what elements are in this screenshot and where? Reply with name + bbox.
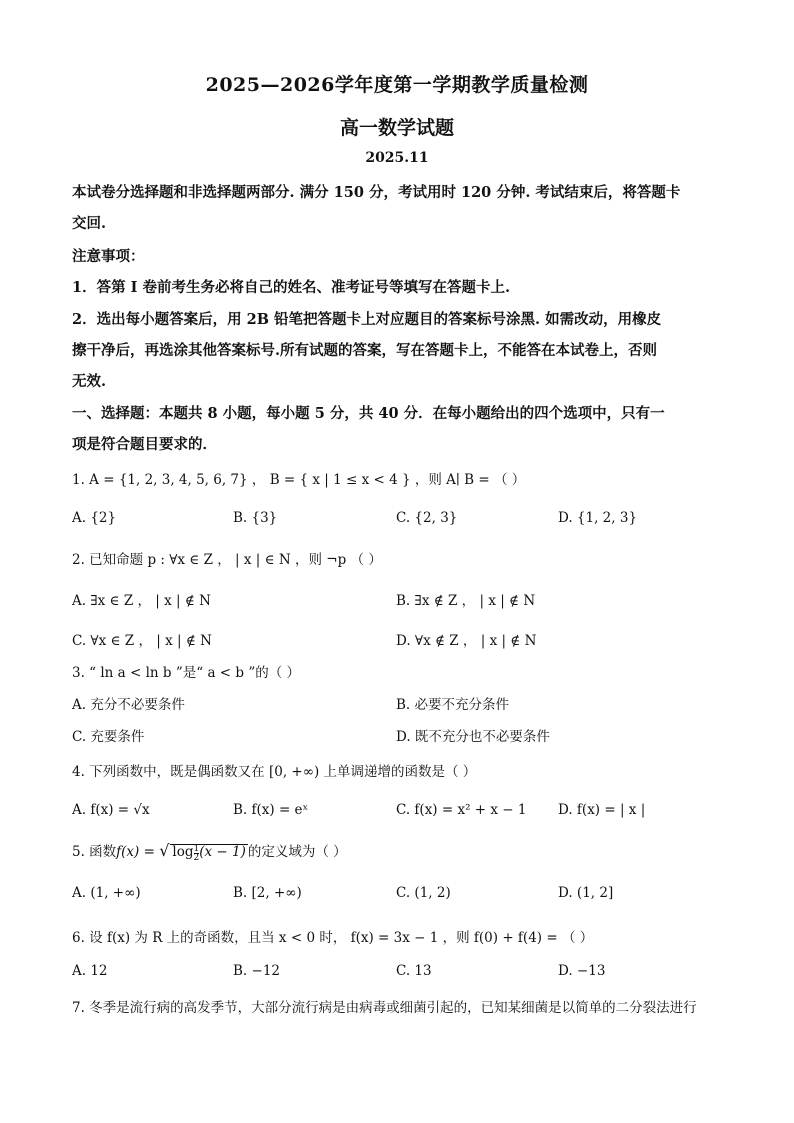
question-2-option-a: A. ∃x ∈ Z ， | x | ∉ N (72, 593, 211, 609)
intro-line-1: 本试卷分选择题和非选择题两部分. 满分 150 分，考试用时 120 分钟. 考试结束后，将答题卡 (72, 184, 681, 201)
question-5-option-b: B. [2, +∞) (233, 885, 302, 901)
question-3-option-b: B. 必要不充分条件 (396, 697, 510, 713)
question-5-base-denominator: 2 (193, 853, 200, 863)
sqrt-icon: √ (159, 841, 170, 860)
question-3-stem: 3. “ ln a < ln b ”是“ a < b ”的（ ） (72, 665, 301, 681)
exam-date: 2025.11 (365, 150, 429, 166)
intro-line-2: 交回. (72, 215, 107, 232)
question-6-option-c: C. 13 (396, 963, 432, 979)
question-4-option-d: D. f(x) = | x | (558, 802, 646, 818)
question-5-option-c: C. (1, 2) (396, 885, 451, 901)
question-1-option-b: B. {3} (233, 510, 278, 526)
question-7-stem: 7. 冬季是流行病的高发季节，大部分流行病是由病毒或细菌引起的，已知某细菌是以简单的二分裂法进行 (72, 1000, 697, 1016)
notice-heading: 注意事项： (72, 248, 145, 265)
question-3-option-a: A. 充分不必要条件 (72, 697, 185, 713)
question-3-option-c: C. 充要条件 (72, 729, 145, 745)
question-4-option-a: A. f(x) = √x (72, 802, 150, 818)
question-1-option-c: C. {2, 3} (396, 510, 458, 526)
question-4-stem: 4. 下列函数中，既是偶函数又在 [0, +∞) 上单调递增的函数是（ ） (72, 764, 477, 780)
notice-item-2-line-2: 擦干净后，再选涂其他答案标号.所有试题的答案，写在答题卡上，不能答在本试卷上，否则 (72, 342, 658, 359)
question-4-option-b: B. f(x) = eˣ (233, 802, 309, 818)
section-heading-line-1: 一、选择题：本题共 8 小题，每小题 5 分，共 40 分．在每小题给出的四个选项中，只有一 (72, 405, 665, 422)
question-5-function: f(x) = (116, 844, 160, 860)
section-heading-line-2: 项是符合题目要求的． (72, 436, 217, 453)
question-5-radicand (170, 844, 247, 862)
question-6-stem: 6. 设 f(x) 为 R 上的奇函数，且当 x < 0 时， f(x) = 3x − 1 ，则 f(0) + f(4) = （ ） (72, 930, 594, 946)
question-6-option-a: A. 12 (72, 963, 108, 979)
question-5-suffix: 的定义域为（ ） (247, 844, 347, 860)
question-5-argument: (x − 1) (199, 844, 246, 860)
question-2-option-b: B. ∃x ∉ Z ， | x | ∉ N (396, 593, 536, 609)
notice-item-1: 1．答第 I 卷前考生务必将自己的姓名、准考证号等填写在答题卡上. (72, 279, 511, 296)
question-4-option-c: C. f(x) = x² + x − 1 (396, 802, 527, 818)
notice-item-2-line-3: 无效. (72, 373, 107, 390)
question-5-prefix: 5. 函数 (72, 844, 117, 860)
question-1-option-a: A. {2} (72, 510, 117, 526)
question-6-option-b: B. −12 (233, 963, 280, 979)
question-6-option-d: D. −13 (558, 963, 606, 979)
question-1-stem: 1. A = {1, 2, 3, 4, 5, 6, 7} ， B = { x | 1 ≤ x < 4 } ，则 A∣ B = （ ） (72, 472, 526, 488)
question-1-option-d: D. {1, 2, 3} (558, 510, 638, 526)
question-5-stem (72, 840, 347, 862)
question-2-option-c: C. ∀x ∈ Z ， | x | ∉ N (72, 633, 212, 649)
question-2-option-d: D. ∀x ∉ Z ， | x | ∉ N (396, 633, 537, 649)
question-5-option-d: D. (1, 2] (558, 885, 614, 901)
question-5-option-a: A. (1, +∞) (72, 885, 141, 901)
exam-title: 2025—2026学年度第一学期教学质量检测 (205, 74, 589, 96)
exam-subtitle: 高一数学试题 (339, 117, 454, 139)
question-2-stem: 2. 已知命题 p : ∀x ∈ Z ， | x | ∈ N ，则 ¬p （ ） (72, 552, 382, 568)
question-5-log: log (172, 844, 194, 860)
question-5-base-numerator: 1 (193, 844, 200, 854)
notice-item-2-line-1: 2．选出每小题答案后，用 2B 铅笔把答题卡上对应题目的答案标号涂黑. 如需改动，用橡皮 (72, 311, 662, 328)
question-3-option-d: D. 既不充分也不必要条件 (396, 729, 550, 745)
